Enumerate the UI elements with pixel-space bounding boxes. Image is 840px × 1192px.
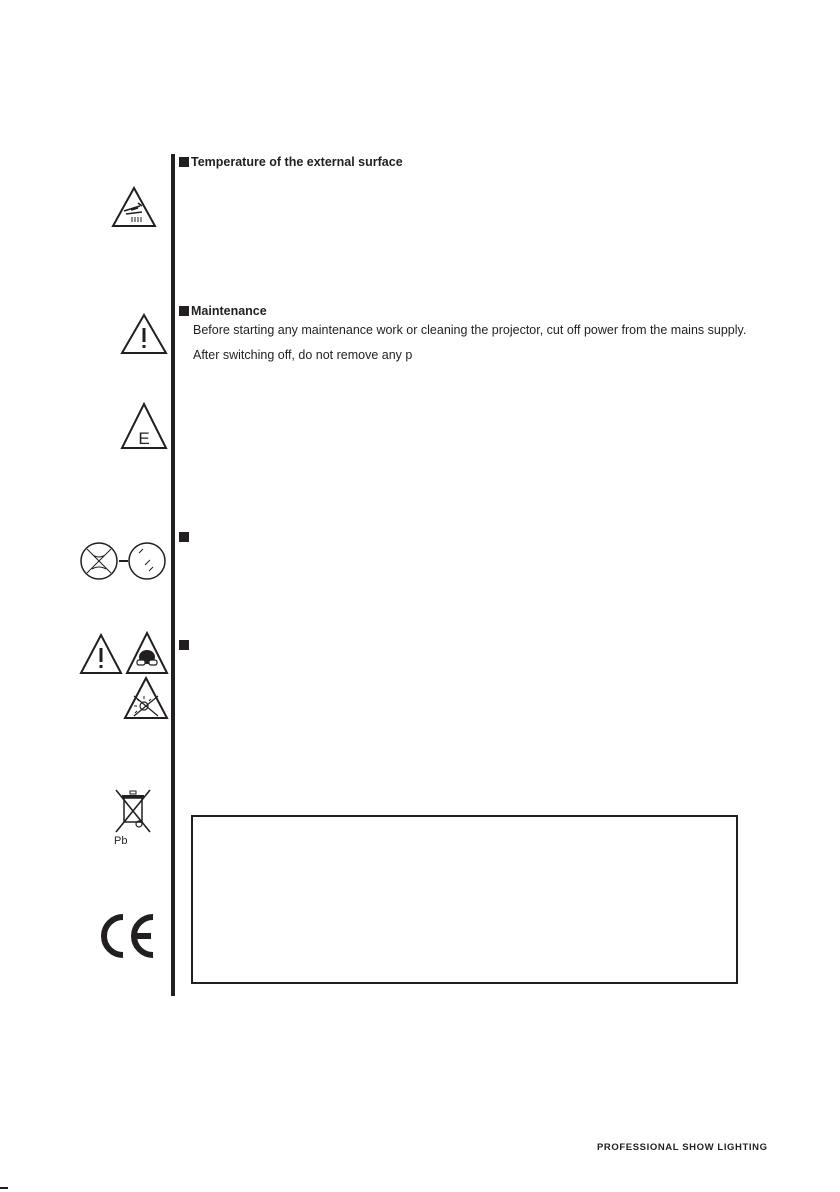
crop-mark [0,1187,8,1189]
warning-icon [120,313,168,355]
weee-crossed-bin-icon [112,788,154,834]
section-bullet-eye-safety [179,640,189,650]
hot-surface-warning-icon [111,186,157,228]
section-bullet-lens [179,532,189,542]
footer-brand: PROFESSIONAL SHOW LIGHTING [597,1142,768,1153]
warning-icon [79,633,123,675]
svg-text:E: E [138,429,150,448]
no-staring-at-light-icon [123,676,169,720]
weee-pb-label: Pb [114,835,128,847]
maintenance-text-line-2: After switching off, do not remove any p [193,348,413,362]
section-heading-temperature: Temperature of the external surface [179,154,403,170]
margin-rule [171,154,175,996]
eye-protection-icon [125,631,169,675]
heading-square [179,306,189,316]
heading-square [179,157,189,167]
section-heading-maintenance: Maintenance [179,303,267,319]
notice-box [191,815,738,984]
ce-mark-icon [95,912,157,960]
e-class-triangle-icon [120,402,168,450]
lens-replacement-icon [79,539,167,583]
maintenance-text-line-1: Before starting any maintenance work or cleaning the projector, cut off power from the mains supply. [193,323,747,337]
